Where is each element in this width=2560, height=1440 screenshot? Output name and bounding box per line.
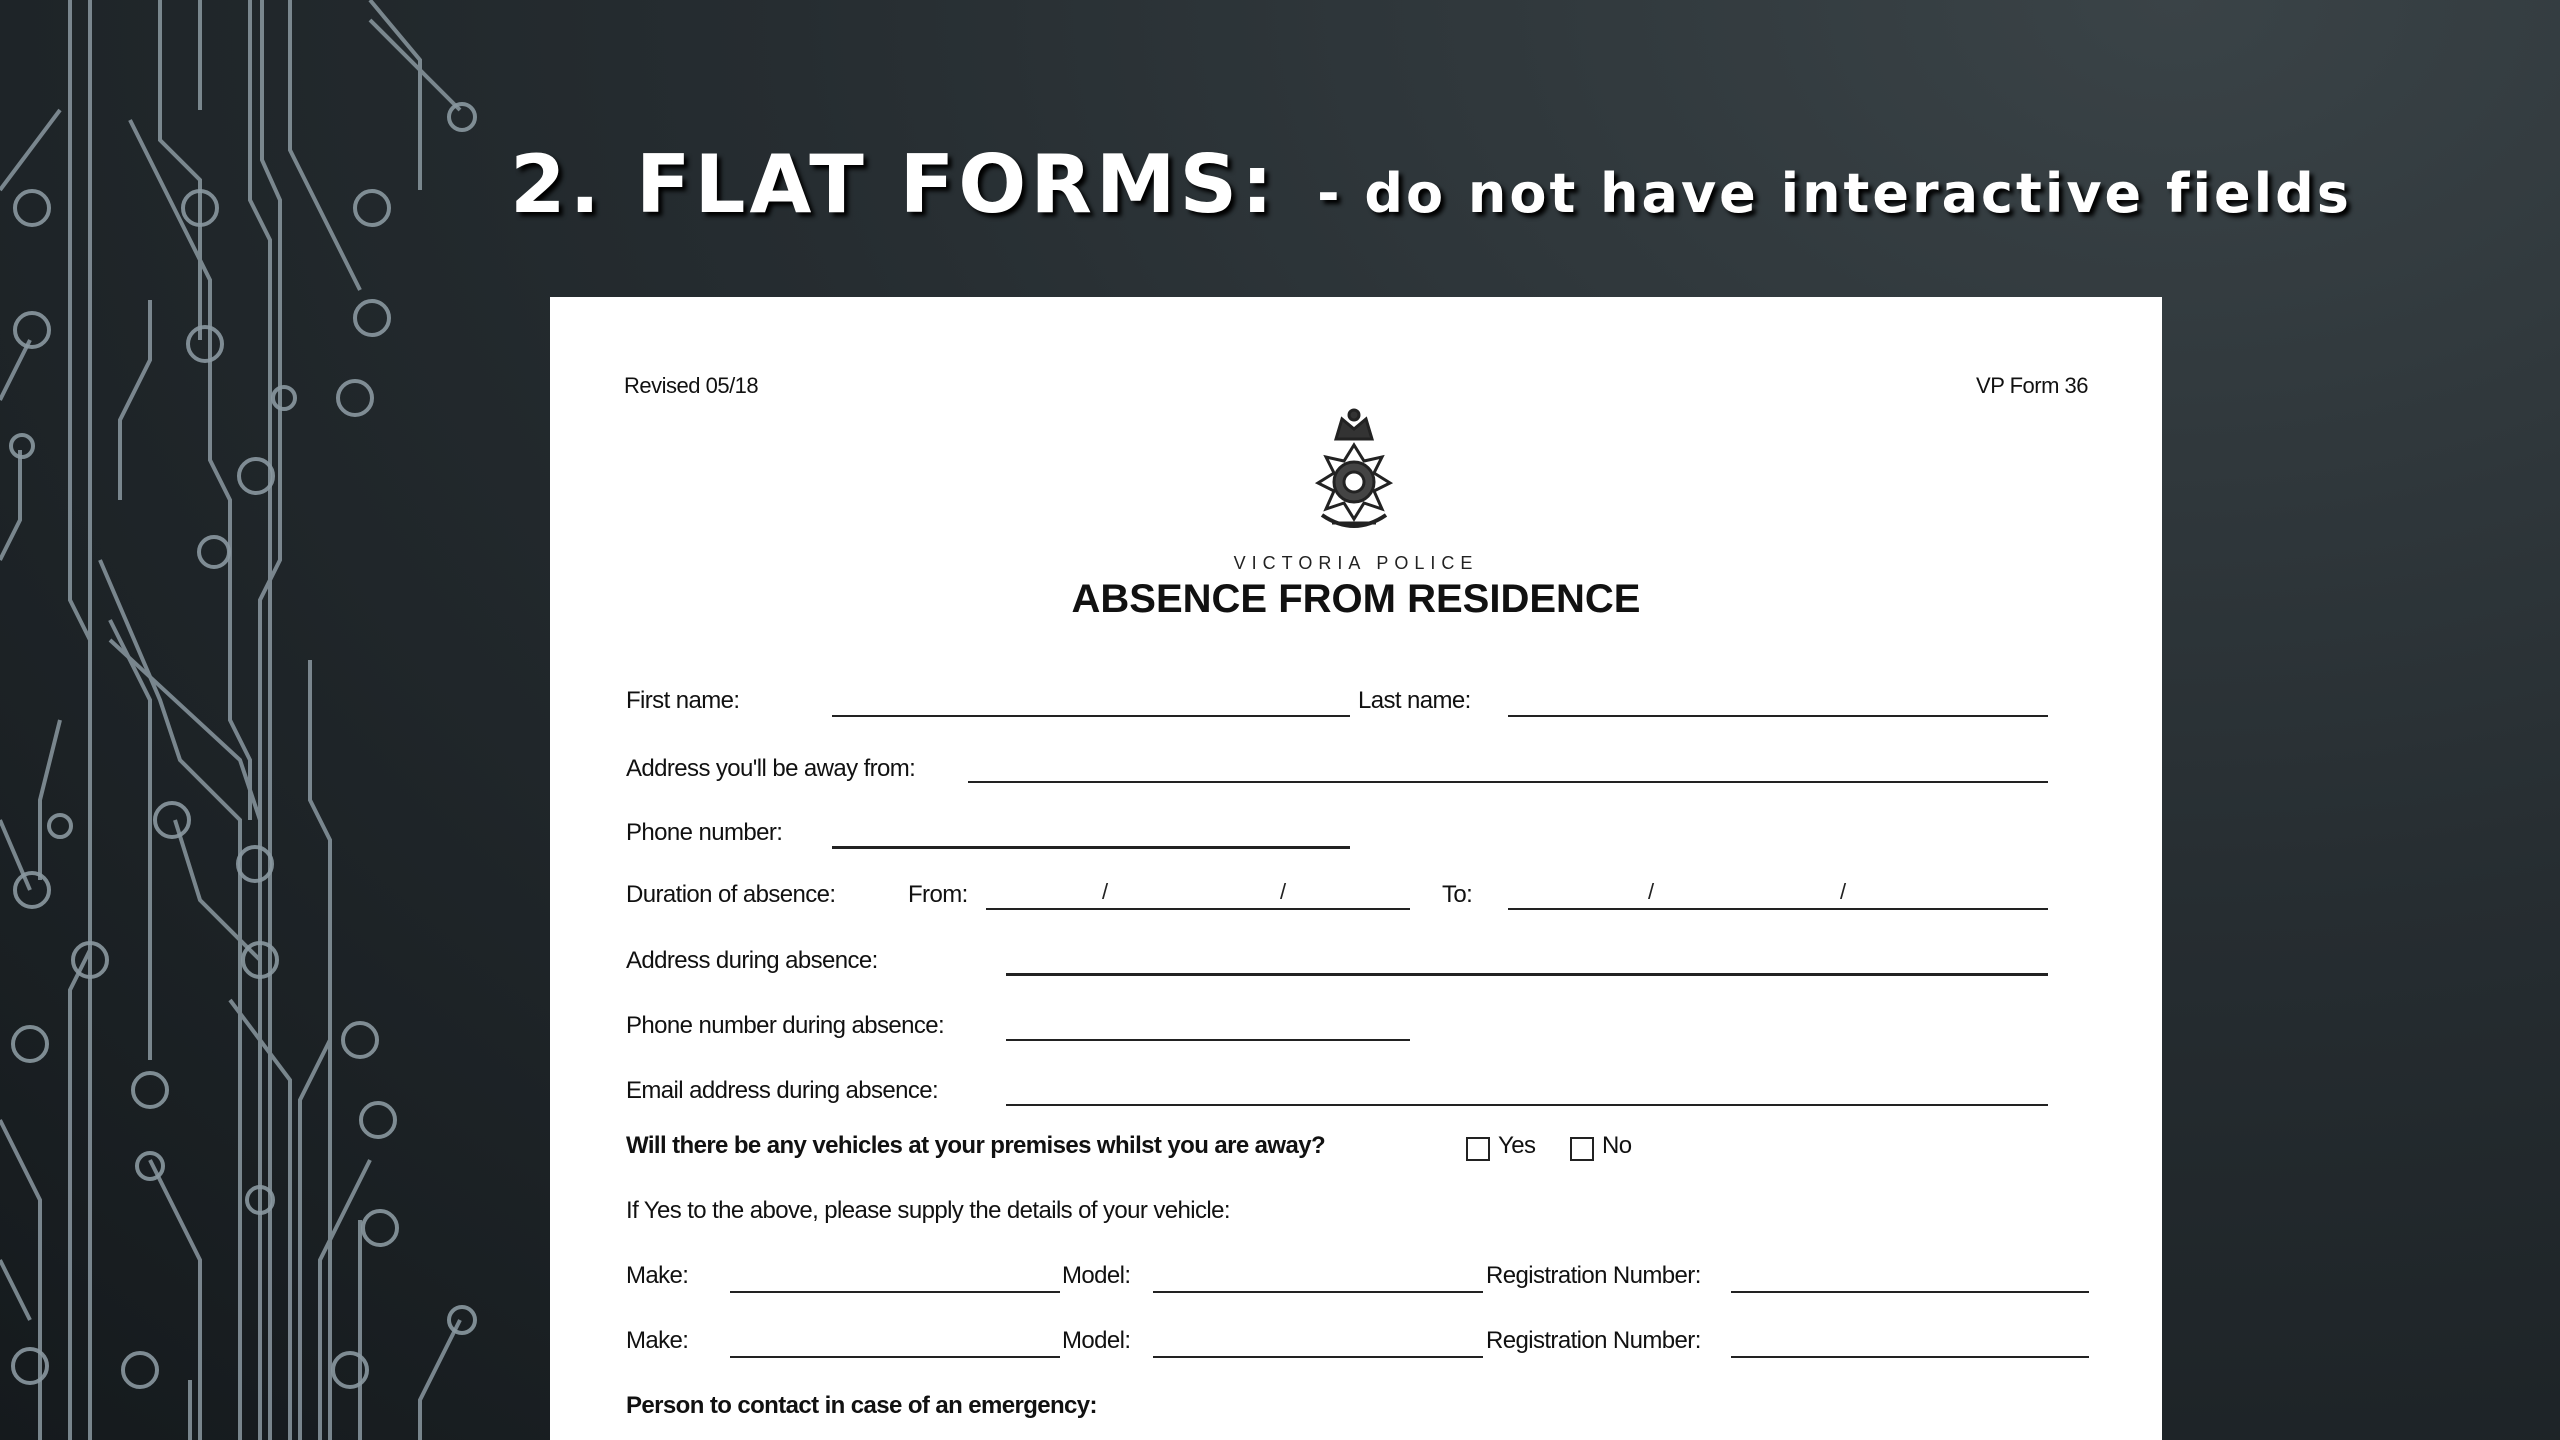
- phone-during-label: Phone number during absence:: [626, 1012, 945, 1039]
- address-during-label: Address during absence:: [626, 947, 878, 974]
- make-label: Make:: [626, 1327, 689, 1354]
- make-line: [730, 1291, 1060, 1293]
- form-number: VP Form 36: [1976, 373, 2088, 398]
- address-away-label: Address you'll be away from:: [626, 755, 916, 782]
- no-label: No: [1602, 1132, 1632, 1159]
- slide-title-main: 2. FLAT FORMS:: [510, 138, 1278, 231]
- model-label: Model:: [1062, 1327, 1131, 1354]
- email-during-line: [1006, 1104, 2048, 1106]
- last-name-line: [1508, 715, 2048, 717]
- victoria-police-crest-icon: [1302, 405, 1406, 541]
- circuit-decoration: [0, 0, 500, 1440]
- registration-label: Registration Number:: [1486, 1327, 1701, 1354]
- make-line: [730, 1356, 1060, 1358]
- slide-subtitle: - do not have interactive fields: [1317, 162, 2352, 225]
- form-title: ABSENCE FROM RESIDENCE: [1071, 577, 1641, 621]
- from-date-separator: /: [1102, 879, 1109, 904]
- to-date-separator: /: [1840, 879, 1847, 904]
- make-label: Make:: [626, 1262, 689, 1289]
- no-checkbox: [1570, 1137, 1594, 1161]
- registration-line: [1731, 1291, 2089, 1293]
- from-date-separator: /: [1280, 879, 1287, 904]
- revised-date: Revised 05/18: [624, 373, 759, 398]
- last-name-label: Last name:: [1358, 687, 1471, 714]
- registration-label: Registration Number:: [1486, 1262, 1701, 1289]
- phone-label: Phone number:: [626, 819, 783, 846]
- model-label: Model:: [1062, 1262, 1131, 1289]
- form-document: [550, 297, 2162, 1440]
- organisation-name: VICTORIA POLICE: [1233, 553, 1479, 573]
- address-during-line: [1006, 973, 2048, 976]
- from-date-line: [986, 908, 1410, 910]
- emergency-contact-label: Person to contact in case of an emergency:: [626, 1392, 1097, 1419]
- to-date-line: [1508, 908, 2048, 910]
- yes-checkbox: [1466, 1137, 1490, 1161]
- phone-during-line: [1006, 1039, 1410, 1041]
- vehicles-question: Will there be any vehicles at your premises whilst you are away?: [626, 1132, 1326, 1159]
- vehicle-details-label: If Yes to the above, please supply the details of your vehicle:: [626, 1197, 1230, 1224]
- first-name-label: First name:: [626, 687, 740, 714]
- model-line: [1153, 1356, 1483, 1358]
- first-name-line: [832, 715, 1350, 717]
- registration-line: [1731, 1356, 2089, 1358]
- duration-label: Duration of absence:: [626, 881, 836, 908]
- to-date-separator: /: [1648, 879, 1655, 904]
- email-during-label: Email address during absence:: [626, 1077, 939, 1104]
- slide-title: [510, 138, 2352, 231]
- model-line: [1153, 1291, 1483, 1293]
- address-away-line: [968, 781, 2048, 783]
- phone-line: [832, 846, 1350, 849]
- from-label: From:: [908, 881, 968, 908]
- to-label: To:: [1442, 881, 1473, 908]
- yes-label: Yes: [1498, 1132, 1536, 1159]
